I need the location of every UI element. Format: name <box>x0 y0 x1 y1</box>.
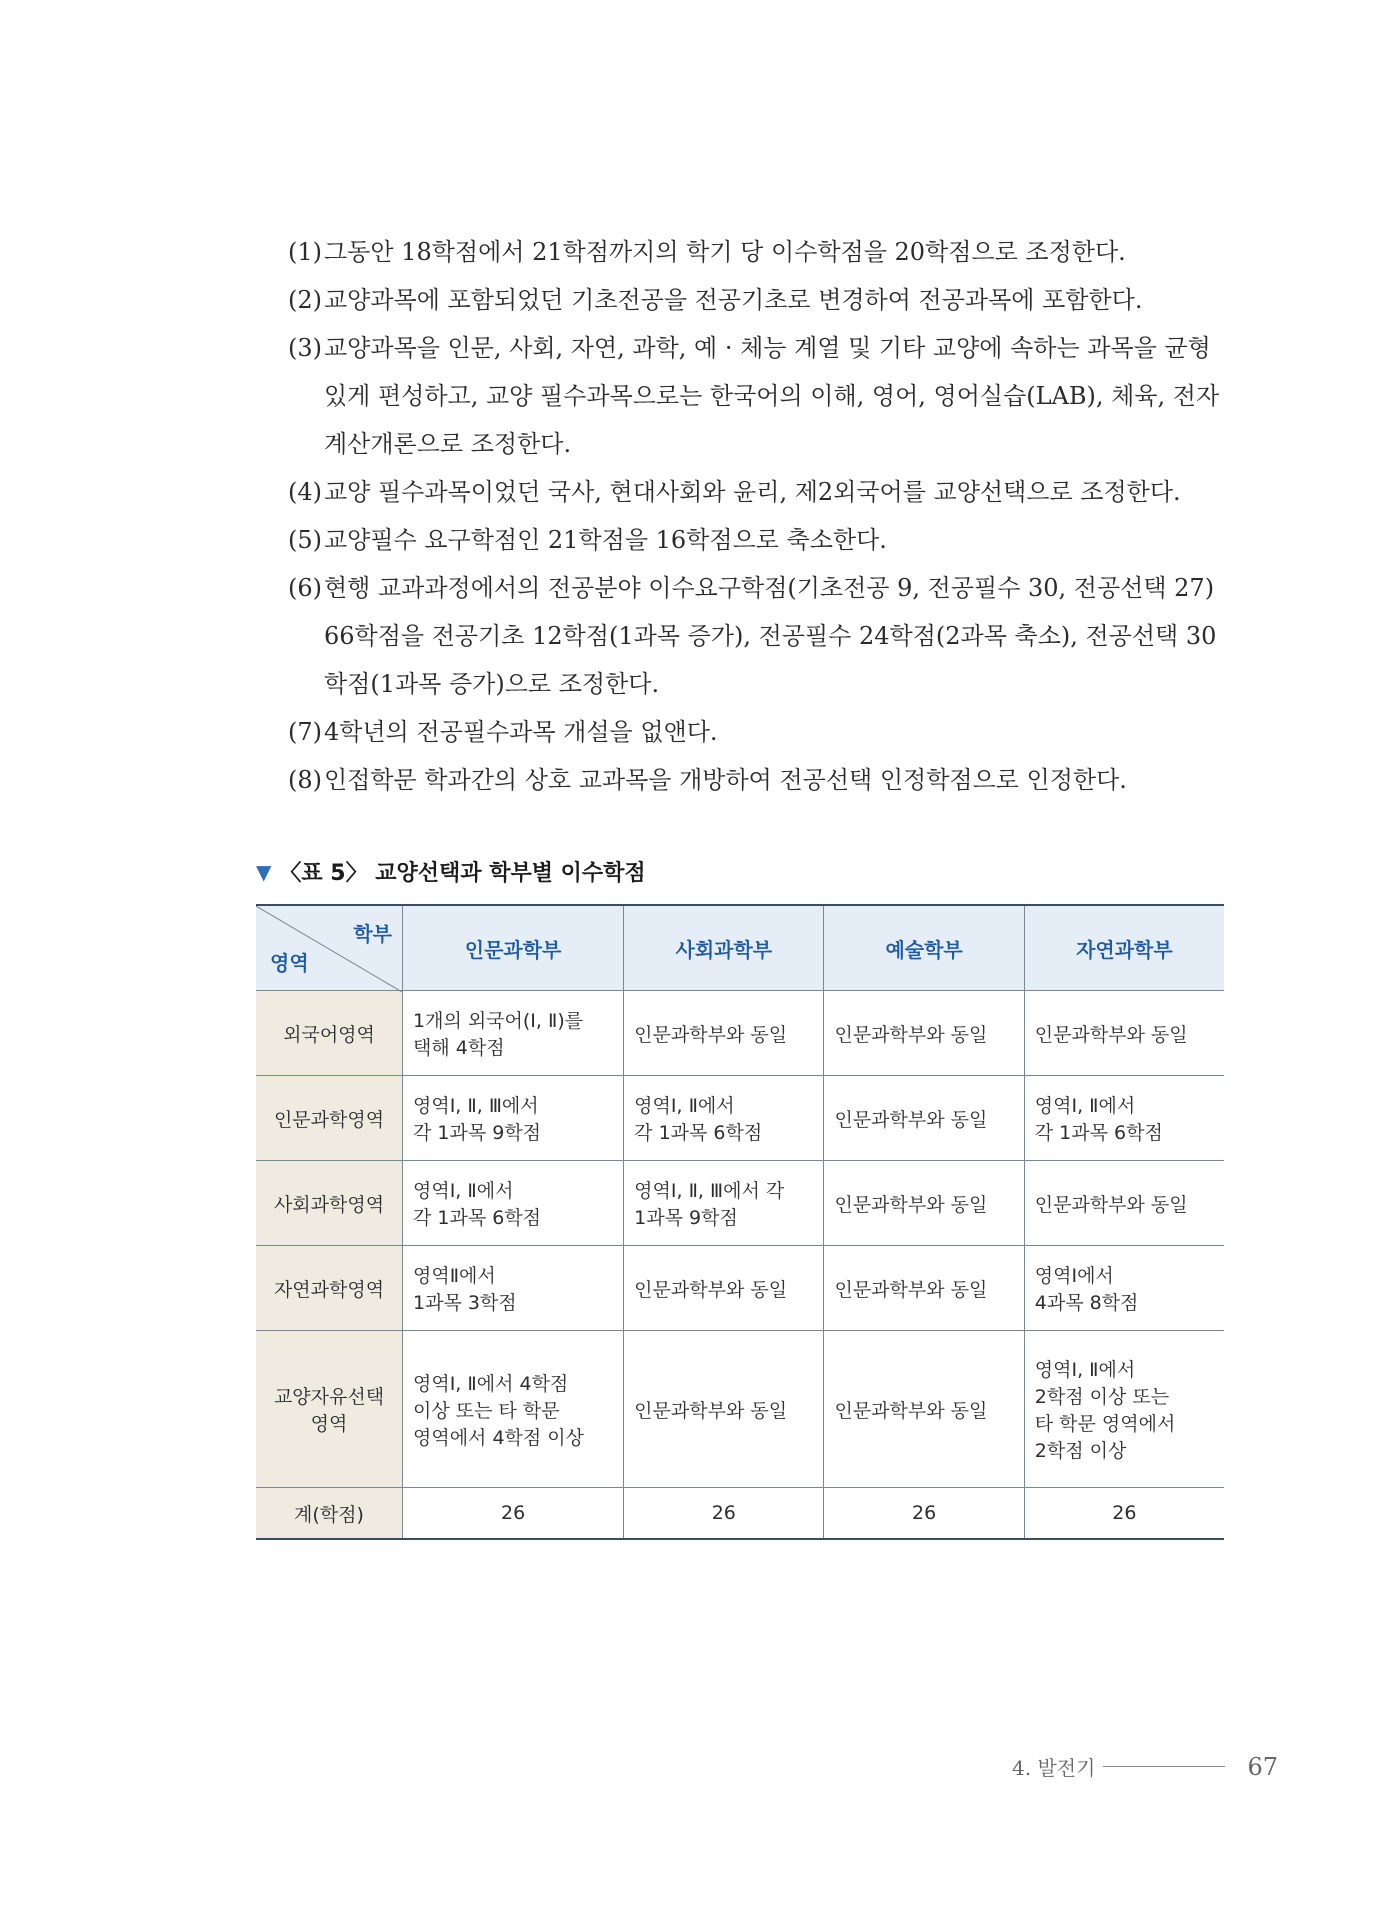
table-cell: 인문과학부와 동일 <box>824 1161 1024 1246</box>
page-number: 67 <box>1247 1752 1278 1781</box>
table-caption <box>256 856 646 887</box>
column-header: 인문과학부 <box>403 905 624 991</box>
list-item: (3) 교양과목을 인문, 사회, 자연, 과학, 예 · 체능 계열 및 기타 교양에 속하는 과목을 균형 있게 편성하고, 교양 필수과목으로는 한국어의 이해, 영어, 영어실습(LAB), 체육, 전자계산개론으로 조정한다. <box>288 334 1220 458</box>
table-title: 〈표 5〉 교양선택과 학부별 이수학점 <box>279 861 646 886</box>
list-item: (4) 교양 필수과목이었던 국사, 현대사회와 윤리, 제2외국어를 교양선택으로 조정한다. <box>288 478 1181 506</box>
table-cell: 26 <box>403 1488 624 1540</box>
table-cell: 1개의 외국어(Ⅰ, Ⅱ)를 택해 4학점 <box>403 991 624 1076</box>
row-header: 사회과학영역 <box>256 1161 403 1246</box>
list-item: (7) 4학년의 전공필수과목 개설을 없앤다. <box>288 718 718 746</box>
table-cell: 인문과학부와 동일 <box>824 1246 1024 1331</box>
row-header: 인문과학영역 <box>256 1076 403 1161</box>
table-row <box>256 1076 1224 1161</box>
table-cell: 영역Ⅰ, Ⅱ에서 4학점 이상 또는 타 학문 영역에서 4학점 이상 <box>403 1331 624 1488</box>
table-cell: 영역Ⅰ, Ⅱ, Ⅲ에서 각 1과목 9학점 <box>403 1076 624 1161</box>
section-title: 4. 발전기 <box>1012 1756 1096 1780</box>
row-header: 계(학점) <box>256 1488 403 1540</box>
table-cell: 인문과학부와 동일 <box>624 1331 824 1488</box>
table-cell: 인문과학부와 동일 <box>824 991 1024 1076</box>
list-item: (6) 현행 교과과정에서의 전공분야 이수요구학점(기초전공 9, 전공필수 30, 전공선택 27) 66학점을 전공기초 12학점(1과목 증가), 전공필수 24학점(2과목 축소), 전공선택 30학점(1과목 증가)으로 조정한다. <box>288 574 1217 698</box>
table-cell: 26 <box>824 1488 1024 1540</box>
table-cell: 영역Ⅰ, Ⅱ에서 각 1과목 6학점 <box>624 1076 824 1161</box>
table-cell: 인문과학부와 동일 <box>824 1331 1024 1488</box>
table-cell: 영역Ⅰ, Ⅱ, Ⅲ에서 각 1과목 9학점 <box>624 1161 824 1246</box>
table-row <box>256 1246 1224 1331</box>
table-cell: 26 <box>624 1488 824 1540</box>
table-cell: 영역Ⅱ에서 1과목 3학점 <box>403 1246 624 1331</box>
row-header: 외국어영역 <box>256 991 403 1076</box>
corner-label-department: 학부 <box>353 922 392 946</box>
column-header: 사회과학부 <box>624 905 824 991</box>
table-header-row <box>256 905 1224 991</box>
list-item: (5) 교양필수 요구학점인 21학점을 16학점으로 축소한다. <box>288 526 887 554</box>
table-total-row <box>256 1488 1224 1540</box>
row-header: 자연과학영역 <box>256 1246 403 1331</box>
page-footer <box>1012 1752 1278 1781</box>
column-header: 자연과학부 <box>1024 905 1224 991</box>
table-cell: 영역Ⅰ에서 4과목 8학점 <box>1024 1246 1224 1331</box>
triangle-down-icon: ▼ <box>256 859 272 884</box>
corner-cell <box>256 905 403 991</box>
list-item: (1) 그동안 18학점에서 21학점까지의 학기 당 이수학점을 20학점으로 조정한다. <box>288 238 1126 266</box>
table-row <box>256 991 1224 1076</box>
row-header: 교양자유선택 영역 <box>256 1331 403 1488</box>
table-cell: 인문과학부와 동일 <box>824 1076 1024 1161</box>
list-item: (2) 교양과목에 포함되었던 기초전공을 전공기초로 변경하여 전공과목에 포함한다. <box>288 286 1143 314</box>
table-cell: 인문과학부와 동일 <box>1024 1161 1224 1246</box>
table-cell: 인문과학부와 동일 <box>624 1246 824 1331</box>
numbered-list <box>288 228 1220 804</box>
table-row <box>256 1331 1224 1488</box>
table-cell: 영역Ⅰ, Ⅱ에서 각 1과목 6학점 <box>403 1161 624 1246</box>
list-item: (8) 인접학문 학과간의 상호 교과목을 개방하여 전공선택 인정학점으로 인정한다. <box>288 766 1127 794</box>
table-cell: 인문과학부와 동일 <box>1024 991 1224 1076</box>
table-row <box>256 1161 1224 1246</box>
table-cell: 26 <box>1024 1488 1224 1540</box>
footer-rule <box>1103 1766 1225 1767</box>
column-header: 예술학부 <box>824 905 1024 991</box>
corner-label-area: 영역 <box>270 951 309 975</box>
credits-table <box>256 904 1224 1540</box>
table-cell: 영역Ⅰ, Ⅱ에서 각 1과목 6학점 <box>1024 1076 1224 1161</box>
table-cell: 인문과학부와 동일 <box>624 991 824 1076</box>
table-cell: 영역Ⅰ, Ⅱ에서 2학점 이상 또는 타 학문 영역에서 2학점 이상 <box>1024 1331 1224 1488</box>
